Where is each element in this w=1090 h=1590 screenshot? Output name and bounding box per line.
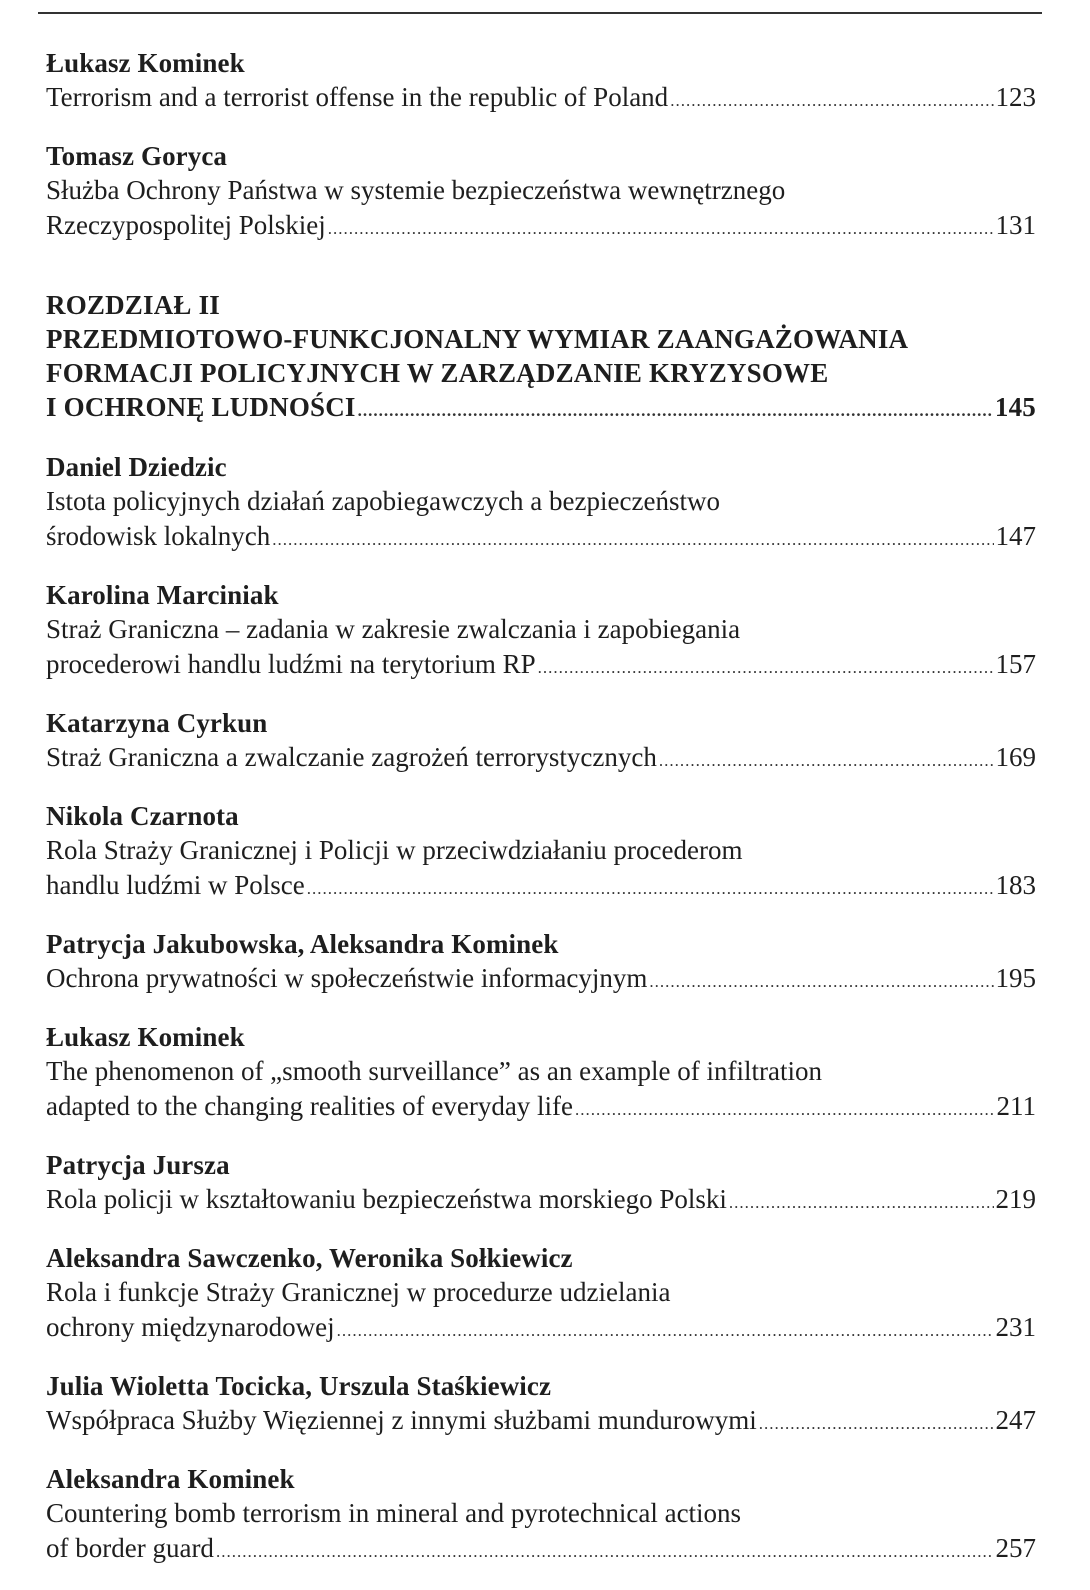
page-number: 123 — [995, 82, 1036, 112]
page-number: 145 — [994, 392, 1036, 422]
top-rule — [38, 12, 1042, 14]
entry-title-end: ochrony międzynarodowej — [46, 1312, 335, 1342]
dot-leader — [328, 211, 994, 246]
entry-author: Julia Wioletta Tocicka, Urszula Staśkiewicz — [46, 1371, 552, 1401]
entries-after-chapter — [46, 450, 1036, 1569]
toc-entry[interactable] — [46, 578, 1036, 685]
page-number: 195 — [995, 963, 1036, 993]
entry-title-end: Współpraca Służby Więziennej z innymi służbami mundurowymi — [46, 1405, 757, 1435]
entry-author: Daniel Dziedzic — [46, 452, 227, 482]
entry-last-line — [46, 1089, 1036, 1127]
entry-author: Patrycja Jakubowska, Aleksandra Kominek — [46, 929, 559, 959]
entries-before-chapter — [46, 46, 1036, 246]
entry-last-line — [46, 1182, 1036, 1220]
dot-leader — [759, 1406, 994, 1441]
entry-title-end: of border guard — [46, 1533, 214, 1563]
entry-last-line — [46, 740, 1036, 778]
entry-last-line — [46, 647, 1036, 685]
entry-author: Aleksandra Kominek — [46, 1464, 295, 1494]
dot-leader — [307, 871, 994, 906]
entry-last-line — [46, 1310, 1036, 1348]
entry-title-end: adapted to the changing realities of everyday life — [46, 1091, 574, 1121]
dot-leader — [575, 1092, 994, 1127]
dot-leader — [358, 394, 993, 428]
entry-last-line — [46, 868, 1036, 906]
entry-author: Katarzyna Cyrkun — [46, 708, 268, 738]
toc-entry[interactable] — [46, 46, 1036, 118]
entry-title-line: Istota policyjnych działań zapobiegawczych a bezpieczeństwo — [46, 486, 720, 516]
entry-author: Tomasz Goryca — [46, 141, 228, 171]
entry-title-end: Rola policji w kształtowaniu bezpieczeństwa morskiego Polski — [46, 1184, 727, 1214]
chapter-title-end: I OCHRONĘ LUDNOŚCI — [46, 392, 356, 422]
entry-author: Karolina Marciniak — [46, 580, 279, 610]
toc-entry[interactable] — [46, 1462, 1036, 1569]
entry-author: Patrycja Jursza — [46, 1150, 230, 1180]
entry-title-end: środowisk lokalnych — [46, 521, 271, 551]
toc-entry[interactable] — [46, 1148, 1036, 1220]
page-number: 131 — [995, 210, 1036, 240]
page-number: 219 — [995, 1184, 1036, 1214]
chapter-last-line — [46, 390, 1036, 428]
chapter-line: ROZDZIAŁ II — [46, 290, 220, 320]
entry-title-line: The phenomenon of „smooth surveillance” as an example of infiltration — [46, 1056, 822, 1086]
toc-entry[interactable] — [46, 139, 1036, 246]
entry-last-line — [46, 1531, 1036, 1569]
entry-title-line: Straż Graniczna – zadania w zakresie zwalczania i zapobiegania — [46, 614, 741, 644]
toc-entry[interactable] — [46, 1020, 1036, 1127]
page-number: 157 — [995, 649, 1036, 679]
toc-entry[interactable] — [46, 927, 1036, 999]
dot-leader — [729, 1185, 994, 1220]
table-of-contents — [46, 46, 1036, 1590]
entry-author: Aleksandra Sawczenko, Weronika Sołkiewicz — [46, 1243, 573, 1273]
entry-author: Łukasz Kominek — [46, 48, 245, 78]
toc-entry[interactable] — [46, 799, 1036, 906]
dot-leader — [670, 83, 993, 118]
entry-title-end: Ochrona prywatności w społeczeństwie informacyjnym — [46, 963, 648, 993]
toc-entry[interactable] — [46, 1241, 1036, 1348]
chapter-heading[interactable] — [46, 288, 1036, 428]
entry-title-end: Rzeczypospolitej Polskiej — [46, 210, 326, 240]
entry-title-line: Służba Ochrony Państwa w systemie bezpieczeństwa wewnętrznego — [46, 175, 786, 205]
dot-leader — [649, 964, 993, 999]
page-number: 211 — [996, 1091, 1036, 1121]
dot-leader — [538, 650, 994, 685]
entry-title-line: Rola i funkcje Straży Granicznej w procedurze udzielania — [46, 1277, 671, 1307]
entry-last-line — [46, 961, 1036, 999]
page-number: 169 — [995, 742, 1036, 772]
toc-entry[interactable] — [46, 450, 1036, 557]
dot-leader — [272, 522, 993, 557]
entry-last-line — [46, 80, 1036, 118]
entry-title-end: procederowi handlu ludźmi na terytorium RP — [46, 649, 536, 679]
entry-last-line — [46, 519, 1036, 557]
chapter-line: FORMACJI POLICYJNYCH W ZARZĄDZANIE KRYZYSOWE — [46, 358, 829, 388]
entry-title-end: Terrorism and a terrorist offense in the republic of Poland — [46, 82, 669, 112]
toc-entry[interactable] — [46, 1369, 1036, 1441]
entry-title-line: Countering bomb terrorism in mineral and pyrotechnical actions — [46, 1498, 742, 1528]
entry-title-end: Straż Graniczna a zwalczanie zagrożeń terrorystycznych — [46, 742, 657, 772]
entry-title-line: Rola Straży Granicznej i Policji w przeciwdziałaniu procederom — [46, 835, 743, 865]
entry-last-line — [46, 208, 1036, 246]
chapter-line: PRZEDMIOTOWO-FUNKCJONALNY WYMIAR ZAANGAŻOWANIA — [46, 324, 909, 354]
entry-title-end: handlu ludźmi w Polsce — [46, 870, 305, 900]
toc-entry[interactable] — [46, 706, 1036, 778]
dot-leader — [216, 1534, 994, 1569]
page-number: 257 — [995, 1533, 1036, 1563]
page-number: 231 — [995, 1312, 1036, 1342]
page-number: 183 — [995, 870, 1036, 900]
entry-last-line — [46, 1403, 1036, 1441]
page-number: 147 — [995, 521, 1036, 551]
entry-author: Nikola Czarnota — [46, 801, 239, 831]
entry-author: Łukasz Kominek — [46, 1022, 245, 1052]
page-number: 247 — [995, 1405, 1036, 1435]
dot-leader — [337, 1313, 994, 1348]
dot-leader — [659, 743, 994, 778]
